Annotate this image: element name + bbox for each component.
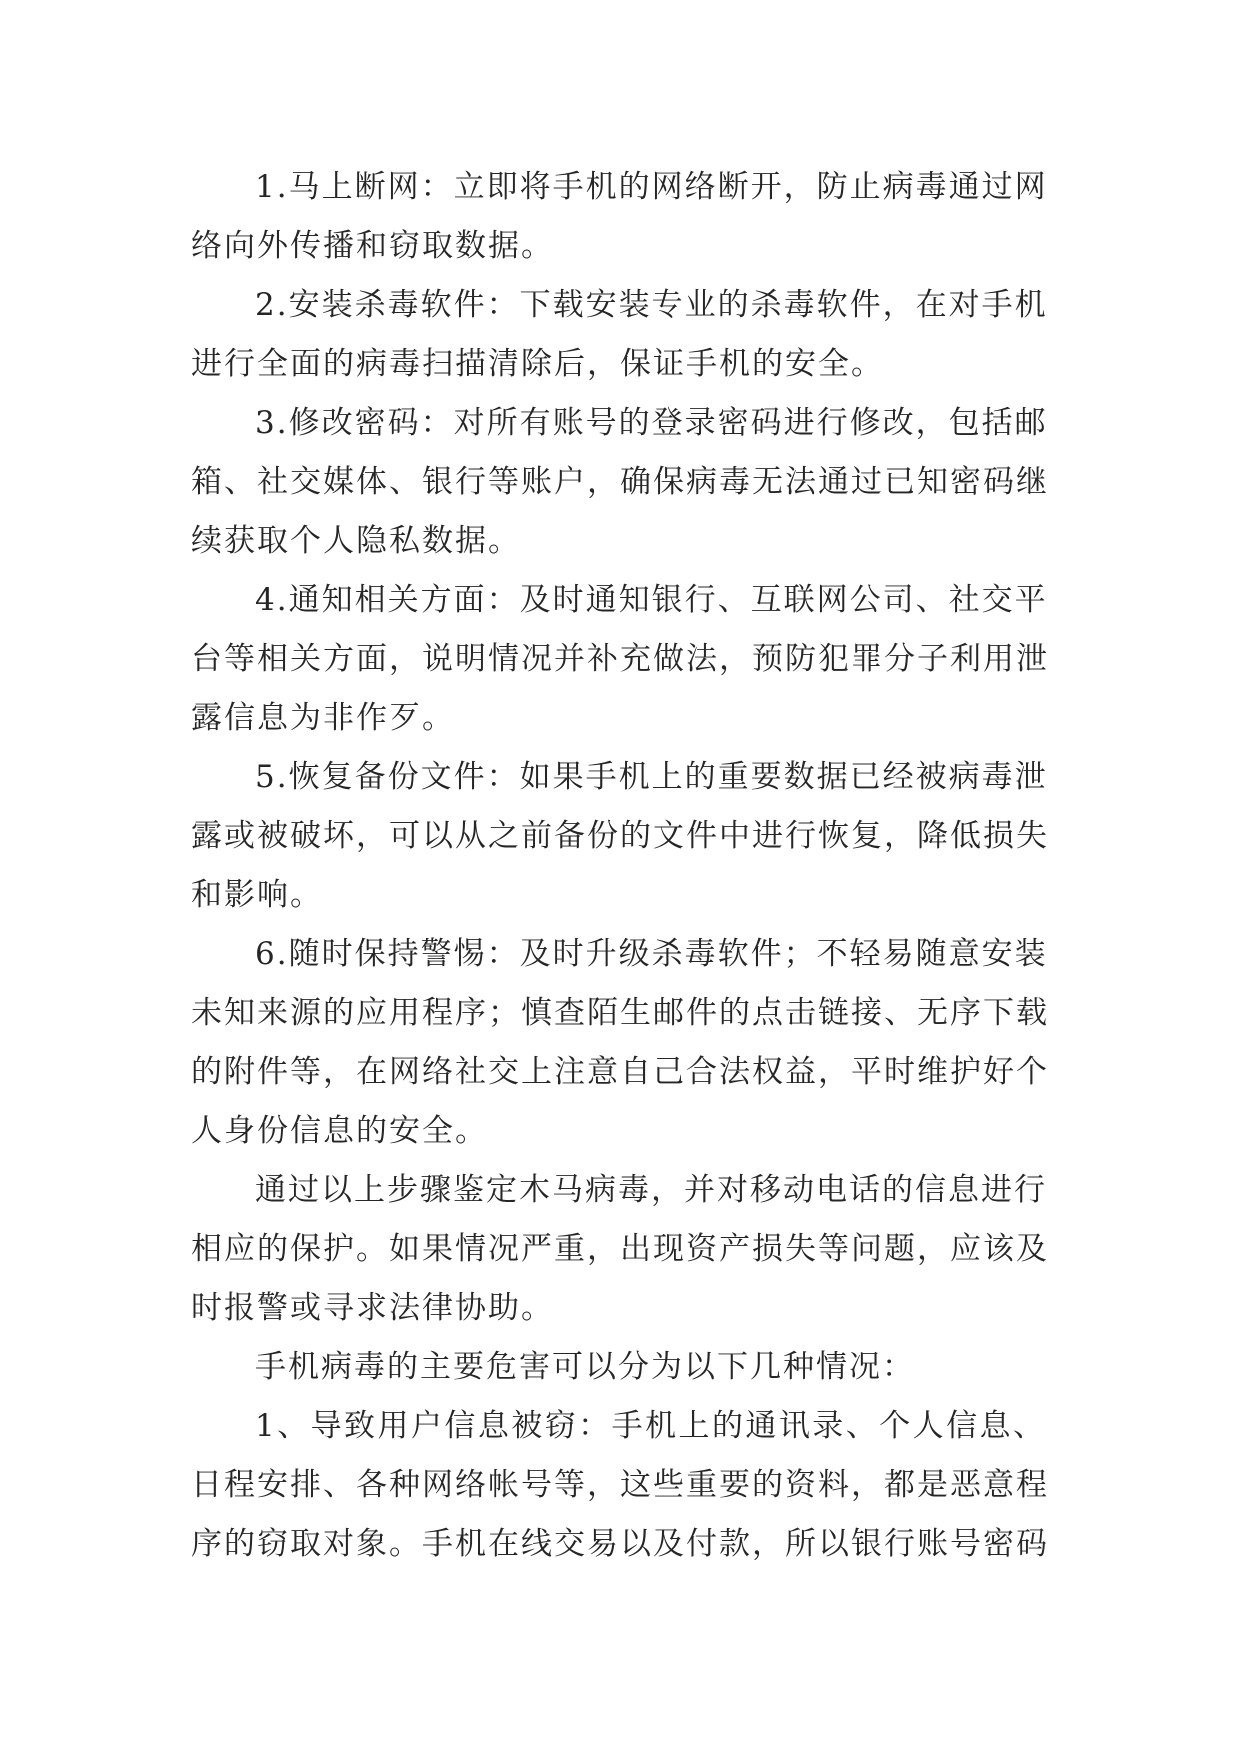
text-line: 相应的保护。如果情况严重，出现资产损失等问题，应该及 bbox=[191, 1231, 1049, 1267]
paragraph-step-1 bbox=[191, 158, 1046, 276]
text-line: 1.马上断网：立即将手机的网络断开，防止病毒通过网 bbox=[255, 169, 1048, 205]
text-line: 续获取个人隐私数据。 bbox=[191, 523, 521, 559]
paragraph-harm-1 bbox=[191, 1397, 1049, 1574]
paragraph-step-2 bbox=[191, 276, 1046, 394]
text-line: 5.恢复备份文件：如果手机上的重要数据已经被病毒泄 bbox=[255, 759, 1048, 795]
paragraph-harms-intro bbox=[191, 1338, 1046, 1397]
text-line: 时报警或寻求法律协助。 bbox=[191, 1290, 554, 1326]
text-line: 6.随时保持警惕：及时升级杀毒软件；不轻易随意安装 bbox=[255, 936, 1048, 972]
paragraph-step-6 bbox=[191, 925, 1049, 1161]
text-line: 露或被破坏，可以从之前备份的文件中进行恢复，降低损失 bbox=[191, 818, 1049, 854]
text-line: 台等相关方面，说明情况并补充做法，预防犯罪分子利用泄 bbox=[191, 641, 1049, 677]
text-line: 3.修改密码：对所有账号的登录密码进行修改，包括邮 bbox=[255, 405, 1048, 441]
text-line: 络向外传播和窃取数据。 bbox=[191, 228, 554, 264]
document-body bbox=[191, 158, 1049, 1574]
paragraph-step-4 bbox=[191, 571, 1049, 748]
text-line: 1、导致用户信息被窃：手机上的通讯录、个人信息、 bbox=[255, 1408, 1046, 1444]
text-line: 露信息为非作歹。 bbox=[191, 700, 455, 736]
text-line: 未知来源的应用程序；慎查陌生邮件的点击链接、无序下载 bbox=[191, 995, 1049, 1031]
text-line: 4.通知相关方面：及时通知银行、互联网公司、社交平 bbox=[255, 582, 1048, 618]
paragraph-step-3 bbox=[191, 394, 1049, 571]
text-line: 手机病毒的主要危害可以分为以下几种情况： bbox=[255, 1349, 915, 1385]
text-line: 的附件等，在网络社交上注意自己合法权益，平时维护好个 bbox=[191, 1054, 1049, 1090]
text-line: 进行全面的病毒扫描清除后，保证手机的安全。 bbox=[191, 346, 884, 382]
text-line: 序的窃取对象。手机在线交易以及付款，所以银行账号密码 bbox=[191, 1526, 1049, 1562]
text-line: 2.安装杀毒软件：下载安装专业的杀毒软件，在对手机 bbox=[255, 287, 1048, 323]
paragraph-summary bbox=[191, 1161, 1049, 1338]
text-line: 日程安排、各种网络帐号等，这些重要的资料，都是恶意程 bbox=[191, 1467, 1049, 1503]
text-line: 和影响。 bbox=[191, 877, 323, 913]
text-line: 箱、社交媒体、银行等账户，确保病毒无法通过已知密码继 bbox=[191, 464, 1049, 500]
text-line: 人身份信息的安全。 bbox=[191, 1113, 488, 1149]
text-line: 通过以上步骤鉴定木马病毒，并对移动电话的信息进行 bbox=[255, 1172, 1047, 1208]
paragraph-step-5 bbox=[191, 748, 1049, 925]
